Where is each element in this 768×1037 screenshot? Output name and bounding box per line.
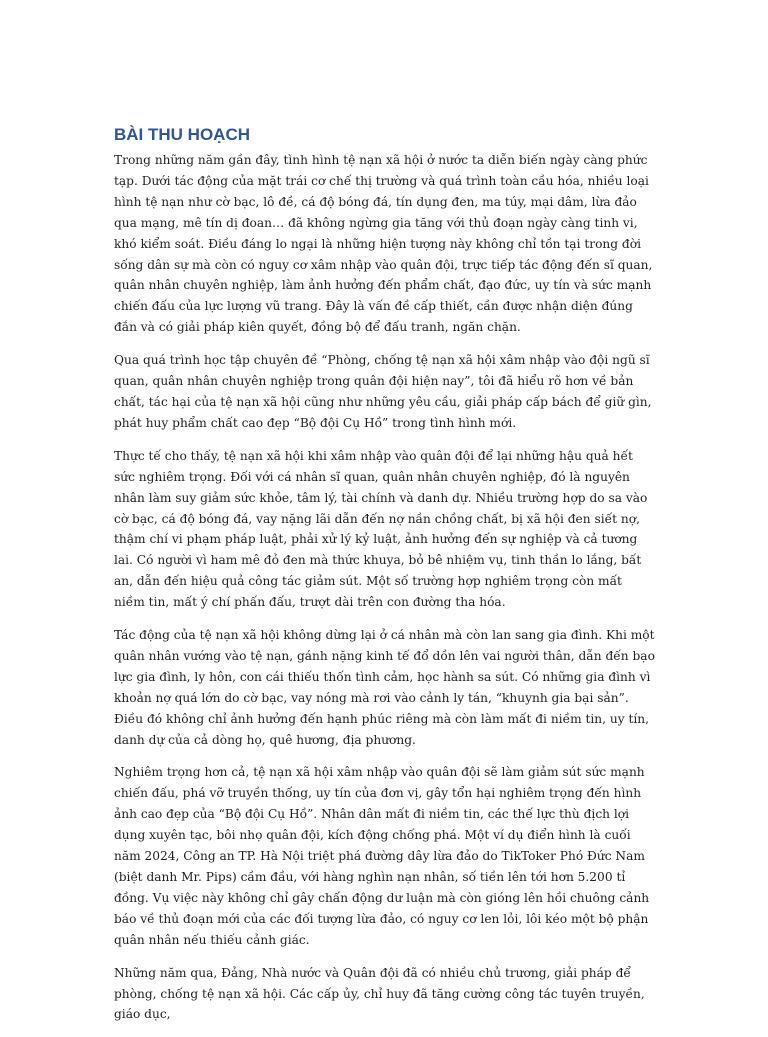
paragraph-1: Trong những năm gần đây, tình hình tệ nạn xã hội ở nước ta diễn biến ngày càng phức tạp. Dưới tác động của mặt trái cơ chế thị trường và quá trình toàn cầu hóa, nhiều loại hình tệ nạn như cờ bạc, lô đề, cá độ bóng đá, tín dụng đen, ma túy, mại dâm, lừa đảo qua mạng, mê tín dị đoan… đã không ngừng gia tăng với thủ đoạn ngày càng tinh vi, khó kiểm soát. Điều đáng lo ngại là những hiện tượng này không chỉ tồn tại trong đời sống dân sự mà còn có nguy cơ xâm nhập vào quân đội, trực tiếp tác động đến sĩ quan, quân nhân chuyên nghiệp, làm ảnh hưởng đến phẩm chất, đạo đức, uy tín và sức mạnh chiến đấu của lực lượng vũ trang. Đây là vấn đề cấp thiết, cần được nhận diện đúng đắn và có giải pháp kiên quyết, đồng bộ để đấu tranh, ngăn chặn.	[114, 153, 653, 335]
document-title: BÀI THU HOẠCH	[114, 125, 250, 144]
document-body	[114, 124, 656, 1037]
paragraph-5: Nghiêm trọng hơn cả, tệ nạn xã hội xâm nhập vào quân đội sẽ làm giảm sút sức mạnh chiến đấu, phá vỡ truyền thống, uy tín của đơn vị, gây tổn hại nghiêm trọng đến hình ảnh cao đẹp của “Bộ đội Cụ Hồ”. Nhân dân mất đi niềm tin, các thế lực thù địch lợi dụng xuyên tạc, bôi nhọ quân đội, kích động chống phá. Một ví dụ điển hình là cuối năm 2024, Công an TP. Hà Nội triệt phá đường dây lừa đảo do TikToker Phó Đức Nam (biệt danh Mr. Pips) cầm đầu, với hàng nghìn nạn nhân, số tiền lên tới hơn 5.200 tỉ đồng. Vụ việc này không chỉ gây chấn động dư luận mà còn gióng lên hồi chuông cảnh báo về thủ đoạn mới của các đối tượng lừa đảo, có nguy cơ len lỏi, lôi kéo một bộ phận quân nhân nếu thiếu cảnh giác.	[114, 765, 650, 947]
paragraph-4: Tác động của tệ nạn xã hội không dừng lại ở cá nhân mà còn lan sang gia đình. Khi một quân nhân vướng vào tệ nạn, gánh nặng kinh tế đổ dồn lên vai người thân, dẫn đến bạo lực gia đình, ly hôn, con cái thiếu thốn tình cảm, học hành sa sút. Có những gia đình vì khoản nợ quá lớn do cờ bạc, vay nóng mà rơi vào cảnh ly tán, “khuynh gia bại sản”. Điều đó không chỉ ảnh hưởng đến hạnh phúc riêng mà còn làm mất đi niềm tin, uy tín, danh dự của cả dòng họ, quê hương, địa phương.	[114, 628, 655, 747]
paragraph-3: Thực tế cho thấy, tệ nạn xã hội khi xâm nhập vào quân đội để lại những hậu quả hết sức nghiêm trọng. Đối với cá nhân sĩ quan, quân nhân chuyên nghiệp, đó là nguyên nhân làm suy giảm sức khỏe, tâm lý, tài chính và danh dự. Nhiều trường hợp do sa vào cờ bạc, cá độ bóng đá, vay nặng lãi dẫn đến nợ nần chồng chất, bị xã hội đen siết nợ, thậm chí vi phạm pháp luật, phải xử lý kỷ luật, ảnh hưởng đến sự nghiệp và cả tương lai. Có người vì ham mê đỏ đen mà thức khuya, bỏ bê nhiệm vụ, tinh thần lo lắng, bất an, dẫn đến hiệu quả công tác giảm sút. Một số trường hợp nghiêm trọng còn mất niềm tin, mất ý chí phấn đấu, trượt dài trên con đường tha hóa.	[114, 448, 648, 610]
paragraph-6: Những năm qua, Đảng, Nhà nước và Quân đội đã có nhiều chủ trương, giải pháp để phòng, chống tệ nạn xã hội. Các cấp ủy, chỉ huy đã tăng cường công tác tuyên truyền, giáo dục,	[114, 965, 645, 1022]
paragraph-2: Qua quá trình học tập chuyên đề “Phòng, chống tệ nạn xã hội xâm nhập vào đội ngũ sĩ quan, quân nhân chuyên nghiệp trong quân đội hiện nay”, tôi đã hiểu rõ hơn về bản chất, tác hại của tệ nạn xã hội cũng như những yêu cầu, giải pháp cấp bách để giữ gìn, phát huy phẩm chất cao đẹp “Bộ đội Cụ Hồ” trong tình hình mới.	[114, 353, 652, 430]
